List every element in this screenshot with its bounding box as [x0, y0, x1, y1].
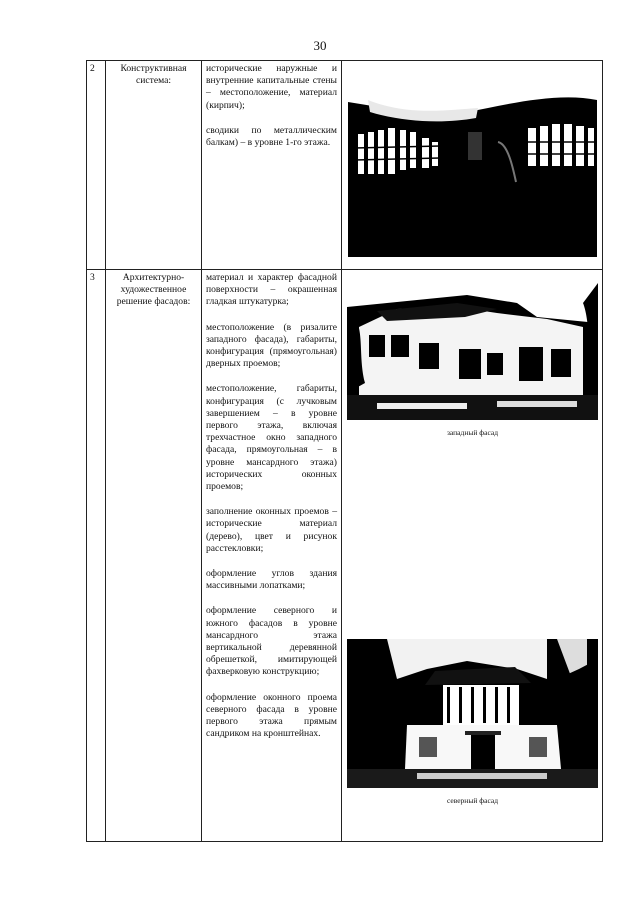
description-paragraph: заполнение оконных проемов – исторические материал (дерево), цвет и рисунок расстекловки;	[206, 506, 337, 554]
description-paragraph: сводики по металлическим балкам) – в уровне 1-го этажа.	[206, 124, 337, 149]
photo-caption: северный фасад	[446, 796, 499, 805]
row-number: 3	[87, 270, 106, 842]
photo-cell	[342, 270, 603, 842]
description-paragraph: оформление северного и южного фасадов в уровне мансардного этажа вертикальной деревянной обрешеткой, имитирующей фахверковую конструкцию;	[206, 605, 337, 678]
description-paragraph: местоположение, габариты, конфигурация (с лучковым завершением – в уровне первого этажа, включая трехчастное окно западного фасада, прямоугольная – в уровне мансардного этажа) исторических оконных проемов;	[206, 383, 337, 493]
document-table	[86, 60, 603, 842]
page-number: 30	[313, 38, 327, 53]
table-row	[87, 61, 603, 270]
description-paragraph: исторические наружные и внутренние капитальные стены – местоположение, материал (кирпич);	[206, 63, 337, 111]
description-paragraph: оформление оконного проема северного фасада в уровне первого этажа прямым сандриком на кронштейнах.	[206, 691, 337, 740]
row-number: 2	[87, 61, 106, 270]
section-name: Архитектурно-художественное решение фасадов:	[106, 270, 202, 842]
photo-cell	[342, 61, 603, 270]
north-facade-photo-icon	[347, 639, 598, 788]
description-paragraph: материал и характер фасадной поверхности – окрашенная гладкая штукатурка;	[206, 272, 337, 308]
description-paragraph: местоположение (в ризалите западного фасада), габариты, конфигурация (прямоугольная) дверных проемов;	[206, 321, 337, 370]
section-description	[202, 61, 342, 270]
photo-caption: западный фасад	[446, 428, 499, 437]
section-name: Конструктивная система:	[106, 61, 202, 270]
interior-photo-icon	[348, 72, 597, 257]
section-description	[202, 270, 342, 842]
description-paragraph: оформление углов здания массивными лопатками;	[206, 568, 337, 592]
west-facade-photo-icon	[347, 283, 598, 420]
table-row	[87, 270, 603, 842]
